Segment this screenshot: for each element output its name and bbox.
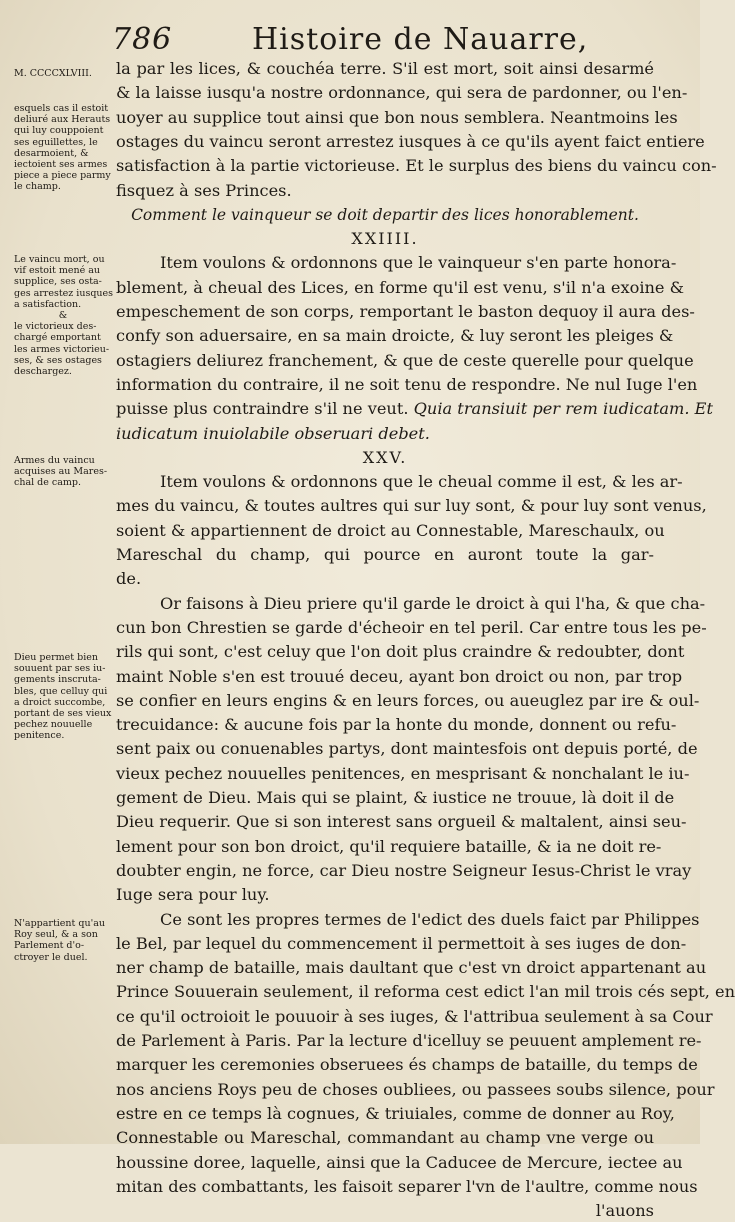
text-line: estre en ce temps là cognues, & triuiales, comme de donner au Roy, [116, 1103, 675, 1123]
margin-note-line: gements inscruta- [14, 674, 101, 686]
text-line: Or faisons à Dieu priere qu'il garde le droict à qui l'ha, & que cha- [160, 593, 706, 613]
text-line: & la laisse iusqu'a nostre ordonnance, qui sera de pardonner, ou l'en- [116, 83, 688, 103]
margin-note-line: a droict succombe, [14, 696, 106, 708]
margin-note [14, 652, 112, 742]
margin-note-line: Armes du vaincu [14, 455, 95, 466]
margin-note-line: pechez nouuelle [14, 719, 93, 731]
margin-note-line: & [58, 310, 68, 322]
text-line: la par les lices, & couchéa terre. S'il est mort, soit ainsi desarmé [116, 59, 654, 78]
text-line: vieux pechez nouuelles penitences, en mesprisant & nonchalant le iu- [116, 763, 690, 783]
page-header [0, 18, 700, 58]
text-line: puisse plus contraindre s'il ne veut. Quia transiuit per rem iudicatam. Et [116, 399, 713, 419]
margin-note-line: chal de camp. [14, 477, 81, 489]
text-line: maint Noble s'en est trouué deceu, ayant bon droict ou non, par trop [116, 666, 683, 686]
margin-note-line: ctroyer le duel. [14, 951, 88, 963]
text-line: Iuge sera pour luy. [116, 885, 270, 905]
margin-note [14, 68, 112, 79]
margin-note-line: iectoient ses armes [14, 159, 108, 171]
margin-note-line: Le vaincu mort, ou [14, 254, 105, 265]
margin-note-line: qui luy couppoient [14, 125, 104, 137]
text-line: sent paix ou conuenables partys, dont maintesfois ont depuis porté, de [116, 739, 698, 759]
text-line: ostages du vaincu seront arrestez iusques à ce qu'ils ayent faict entiere [116, 131, 705, 151]
margin-note-line: supplice, ses osta- [14, 276, 102, 288]
margin-note-line: ses eguillettes, le [14, 136, 98, 148]
text-line: mitan des combattants, les faisoit separer l'vn de l'aultre, comme nous [116, 1176, 698, 1196]
article-number: XXV. [362, 447, 408, 467]
text-line: ostagiers deliurez franchement, & que de ceste querelle pour quelque [116, 350, 694, 370]
text-line: Item voulons & ordonnons que le cheual comme il est, & les ar- [160, 472, 683, 492]
text-line: Prince Souuerain seulement, il reforma cest edict l'an mil trois cés sept, en [116, 982, 735, 1002]
text-line: Dieu requerir. Que si son interest sans orgueil & maltalent, ainsi seu- [116, 812, 687, 832]
margin-note-line: esquels cas il estoit [14, 103, 109, 114]
margin-note-line: ses, & ses ostages [14, 354, 102, 366]
margin-note-line: portant de ses vieux [14, 708, 112, 720]
margin-note-line: Dieu permet bien [14, 652, 98, 663]
text-line: le Bel, par lequel du commencement il permettoit à ses iuges de don- [116, 933, 687, 953]
text-line: de Parlement à Paris. Par la lecture d'icelluy se peuuent amplement re- [116, 1031, 702, 1050]
margin-note [14, 918, 112, 963]
margin-note-line: M. CCCCXLVIII. [14, 68, 92, 79]
text-line: blement, à cheual des Lices, en forme qu'il est venu, s'il n'a exoine & [116, 277, 685, 297]
text-line: uoyer au supplice tout ainsi que bon nous semblera. Neantmoins les [116, 107, 678, 127]
text-line: empeschement de son corps, remportant le baston dequoy il aura des- [116, 302, 695, 321]
margin-note [14, 254, 112, 377]
margin-note-line: le victorieux des- [14, 321, 97, 333]
text-line: Mareschal du champ, qui pource en auront toute la gar- [116, 545, 654, 564]
text-line: fisquez à ses Princes. [116, 180, 292, 200]
margin-note-line: penitence. [14, 730, 65, 742]
margin-note-line: deschargez. [14, 366, 72, 378]
margin-note-line: souuent par ses iu- [14, 663, 106, 675]
page-number: 786 [112, 22, 173, 57]
margin-note-line: bles, que celluy qui [14, 685, 108, 697]
text-line: lement pour son bon droict, qu'il requiere bataille, & ia ne doit re- [116, 836, 662, 856]
text-line: information du contraire, il ne soit tenu de respondre. Ne nul Iuge l'en [116, 374, 698, 394]
margin-note-line: deliuré aux Herauts [14, 114, 111, 126]
text-line: marquer les ceremonies obseruees és champs de bataille, du temps de [116, 1055, 698, 1075]
margin-note-line: a satisfaction. [14, 298, 82, 310]
text-line: ce qu'il octroioit le pouuoir à ses iuges, & l'attribua seulement à sa Cour [116, 1006, 713, 1026]
text-line: soient & appartiennent de droict au Connestable, Mareschaulx, ou [116, 520, 665, 540]
text-line: iudicatum inuiolabile obseruari debet. [116, 423, 430, 443]
text-line: houssine doree, laquelle, ainsi que la Caducee de Mercure, iectee au [116, 1152, 683, 1172]
text-line: rils qui sont, c'est celuy que l'on doit plus craindre & redoubter, dont [116, 642, 685, 662]
text-line: satisfaction à la partie victorieuse. Et le surplus des biens du vaincu con- [116, 156, 717, 176]
text-line: ner champ de bataille, mais daultant que c'est vn droict appartenant au [116, 958, 707, 978]
catchword: l'auons [595, 1201, 654, 1221]
text-line: confy son aduersaire, en sa main droicte, & luy seront les pleiges & [116, 326, 674, 346]
margin-note [14, 103, 112, 193]
text-line: de. [116, 569, 142, 589]
margin-note-line: piece a piece parmy [14, 170, 111, 182]
margin-note-line: Roy seul, & a son [14, 929, 98, 941]
margin-note [14, 455, 112, 489]
margin-note-line: chargé emportant [14, 332, 101, 344]
text-line: gement de Dieu. Mais qui se plaint, & iustice ne trouue, là doit il de [116, 788, 675, 807]
margin-note-line: vif estoit mené au [14, 265, 101, 277]
text-line: se confier en leurs engins & en leurs forces, ou aueuglez par ire & oul- [116, 690, 700, 710]
text-line: Ce sont les propres termes de l'edict des duels faict par Philippes [160, 909, 700, 929]
text-line: Item voulons & ordonnons que le vainqueur s'en parte honora- [160, 253, 677, 273]
section-heading: Comment le vainqueur se doit departir des lices honorablement. [131, 205, 639, 224]
article-number: XXIIII. [351, 229, 419, 249]
margin-note-line: acquises au Mares- [14, 466, 108, 478]
text-line: Connestable ou Mareschal, commandant au champ vne verge ou [116, 1128, 654, 1148]
margin-note-line: ges arrestez iusques [14, 287, 114, 299]
margin-note-line: desarmoient, & [14, 147, 89, 159]
margin-note-line: le champ. [14, 181, 61, 193]
margin-note-line: N'appartient qu'au [14, 918, 105, 929]
margin-note-line: Parlement d'o- [14, 940, 85, 952]
text-line: trecuidance: & aucune fois par la honte du monde, donnent ou refu- [116, 715, 677, 735]
text-line: doubter engin, ne force, car Dieu nostre Seigneur Iesus-Christ le vray [116, 860, 692, 880]
margin-note-line: les armes victorieu- [14, 343, 110, 355]
text-line: mes du vaincu, & toutes aultres qui sur luy sont, & pour luy sont venus, [116, 496, 707, 516]
text-line: cun bon Chrestien se garde d'écheoir en tel peril. Car entre tous les pe- [116, 617, 707, 637]
running-title: Histoire de Nauarre, [252, 22, 589, 57]
text-line: nos anciens Roys peu de choses oubliees, ou passees soubs silence, pour [116, 1079, 715, 1099]
